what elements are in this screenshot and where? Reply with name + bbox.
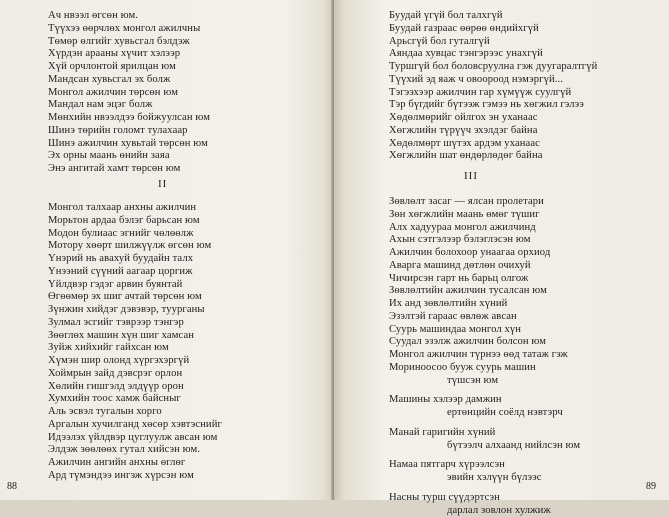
poem-line: Аргалын хучилганд хөсөр хэвтэснийг [48,419,222,432]
poem-line: Хөгжлийн шат өндөрлөдөг байна [389,150,597,163]
right-page-number: 89 [646,481,656,492]
left-page [0,0,334,500]
poem-line: дарлал зовлон хулжиж [389,505,580,517]
poem-line: Буудай үгүй бол талхгүй [389,10,597,23]
poem-line: бүтээлч алхаанд нийлсэн юм [389,440,580,453]
poem-line: Тэгээхээр ажилчин гар хүмүүж суулгүй [389,87,597,100]
poem-line: Аль эсвэл тугалын хорго [48,406,222,419]
poem-line: Ач нвээл өгсөн юм. [48,10,210,23]
poem-line: Үйлдвэр гэдэг арвин буянтай [48,279,222,292]
right-stanza-three [389,196,580,517]
poem-line: Зөөглөх машин хүн шиг хамсан [48,330,222,343]
poem-line: Үнэрий нь авахуй буудайн талх [48,253,222,266]
poem-line: Хүй орчлонтой ярилцан юм [48,61,210,74]
right-stanza-top [389,10,597,163]
poem-line: Ард түмэндээ ингэж хүрсэн юм [48,470,222,483]
poem-line: Хөгжлийн түрүүч эхэлдэг байна [389,125,597,138]
poem-line: Их анд зөвлөлтийн хүний [389,298,580,311]
poem-line: Зөвлөлт засаг — ялсан пролетари [389,196,580,209]
poem-line: Зулмал эсгийг тэврээр тэнгэр [48,317,222,330]
poem-line: Мандсан хувьсгал эх болж [48,74,210,87]
poem-line: Зөн хөгжлийн маань өмөг түшиг [389,209,580,222]
poem-line: Хүмэн шир олонд хүргэхэргүй [48,355,222,368]
poem-line: Аварга машинд дөтлөн очихуй [389,260,580,273]
poem-line: Намаа пятгарч хүрээлсэн [389,459,580,472]
poem-line: Хүрдэн арааны хүчит хэлээр [48,48,210,61]
poem-line: Идээлэх үйлдвэр цуглуулж авсан юм [48,432,222,445]
poem-line: түшсэн юм [389,375,580,388]
poem-line: Хөлийн гишгэлд элдүүр орон [48,381,222,394]
poem-line: Морьтон ардаа бэлэг барьсан юм [48,215,222,228]
poem-line: Суурь машиндаа монгол хүн [389,324,580,337]
poem-line: Тэр бүгдийг бүтээж гэмээ нь хөгжил гэлээ [389,99,597,112]
poem-line: Туршгүй бол боловсруулна гэж дуугаралтгүй [389,61,597,74]
poem-line: Түүхий эд яаж ч овоороод нэмэргүй... [389,74,597,87]
poem-line: Мориноосоо бууж суурь машин [389,362,580,375]
poem-line: Монгол талхаар анхны ажилчин [48,202,222,215]
left-stanza-two [48,202,222,483]
poem-line: Мөнхийн нвээлдээ бойжуулсан юм [48,112,210,125]
poem-line: Зөвлөлтийн ажилчин тусалсан юм [389,285,580,298]
poem-line: Хөдөлмөрийг ойлгох эн уханаас [389,112,597,125]
section-heading-three: III [464,170,478,182]
poem-line: Насны турш сүүдэртсэн [389,492,580,505]
poem-line: эвийн хэлүүн бүлээс [389,472,580,485]
poem-line: Мотору хөөрт шилжүүлж өгсөн юм [48,240,222,253]
poem-line: Ахын сэтгэлээр бэлэглэсэн юм [389,234,580,247]
poem-line: Монгол ажилчин түрнээ өөд татаж гэж [389,349,580,362]
poem-line: Үнээний сүүний аагаар цоргиж [48,266,222,279]
poem-line: Арьсгүй бол гуталгүй [389,36,597,49]
poem-line: Зуйж хийхийг гайхсан юм [48,342,222,355]
poem-line: Төмөр өлгийг хувьсгал бэлдэж [48,36,210,49]
poem-line: Элдэж зөөлөөх гутал хийсэн юм. [48,444,222,457]
poem-line: Шинэ төрийн голомт тулахаар [48,125,210,138]
poem-line: Буудай газраас өөрөө өндийхгүй [389,23,597,36]
poem-line: Өгөөмөр эх шиг ачтай төрсөн юм [48,291,222,304]
poem-line: Модон булиаас эгнийг чөлөөлж [48,228,222,241]
poem-line: ертөнцийн соёлд нэвтэрч [389,407,580,420]
poem-line: Аяндаа хувцас тэнгэрээс унахгүй [389,48,597,61]
poem-line: Манай гаригийн хүний [389,427,580,440]
poem-line: Хумхийн тоос хамж байсныг [48,393,222,406]
left-page-number: 88 [7,481,17,492]
poem-line: Түүхээ өөрчлөх монгол ажилчны [48,23,210,36]
poem-line: Ажилчин ангийн анхны өглөг [48,457,222,470]
poem-line: Машины хэлээр дамжин [389,394,580,407]
poem-line: Хөдөлмөрт шүтэх ардэм уханаас [389,138,597,151]
poem-line: Зүнжин хийдэг дэвэвэр, туурганы [48,304,222,317]
poem-line: Шинэ ажилчин хувьтай төрсөн юм [48,138,210,151]
poem-line: Суудал эзэлж ажилчин болсон юм [389,336,580,349]
poem-line: Алх хадуураа монгол ажилчинд [389,222,580,235]
poem-line: Чичирсэн гарт нь барьц олгож [389,273,580,286]
section-heading-two: II [158,178,167,190]
poem-line: Хоймрын зайд дэвсрэг орлон [48,368,222,381]
poem-line: Эзэлтэй гараас өвлөж авсан [389,311,580,324]
poem-line: Эх орны маань өнийн заяа [48,150,210,163]
right-page [334,0,669,500]
poem-line: Мандал нам эцэг болж [48,99,210,112]
poem-line: Энэ ангитай хамт төрсөн юм [48,163,210,176]
poem-line: Ажилчин болохоор унаагаа орхиод [389,247,580,260]
poem-line: Монгол ажилчин төрсөн юм [48,87,210,100]
left-stanza-top [48,10,210,176]
